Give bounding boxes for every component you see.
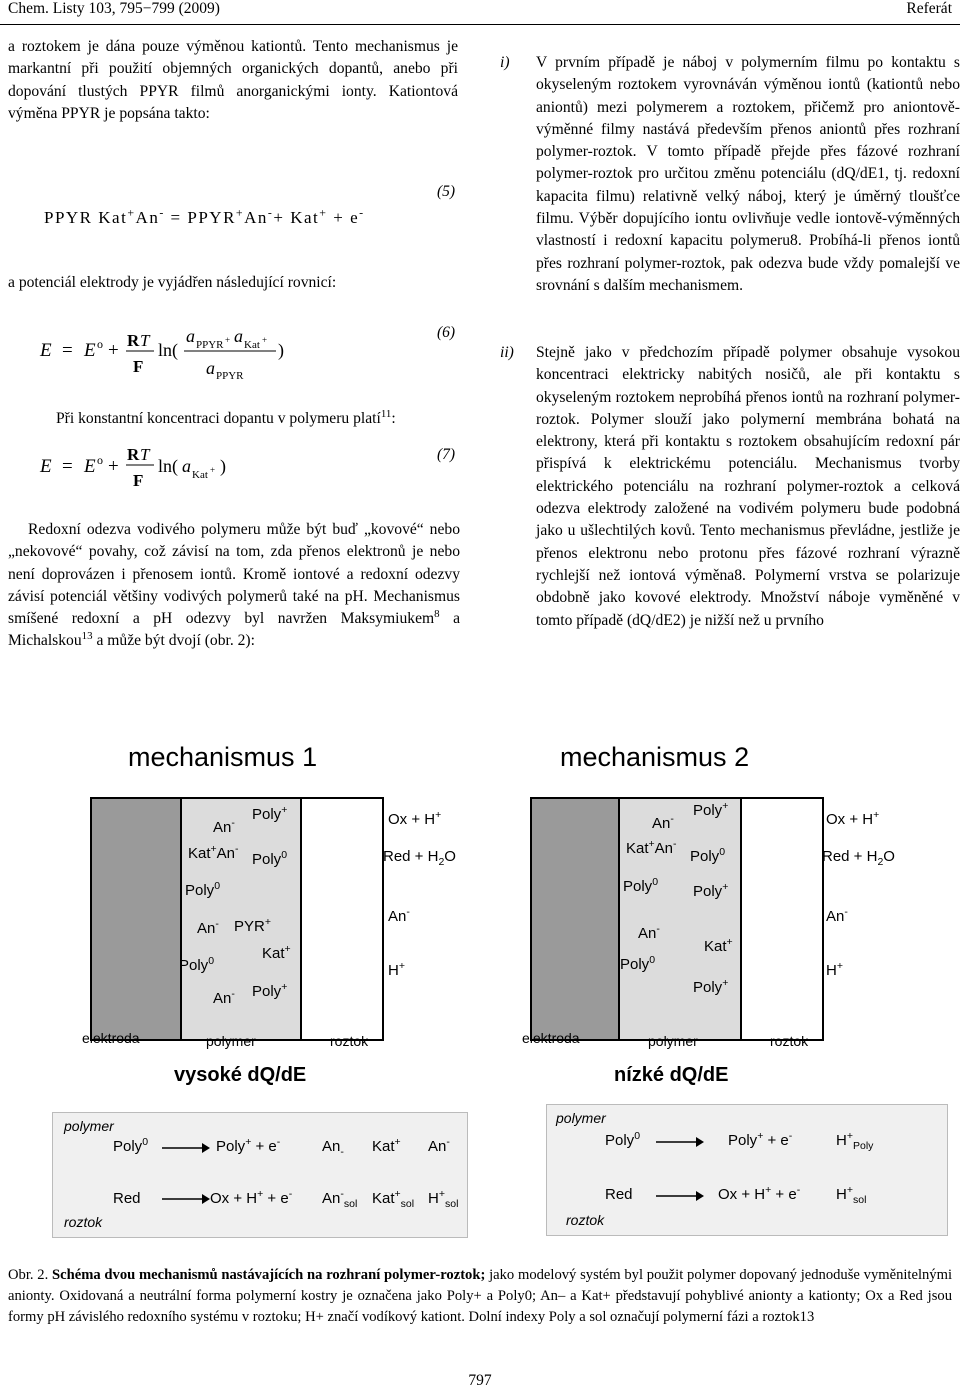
- list-text-i: V prvním případě je náboj v polymerním filmu po kontaktu s okyseleným roztokem vyrovnáván výměnou iontů (kationtů nebo aniontů) mezi polymerem a roztokem, přičemž pro aniontově-výměnné filmy nastává především přenos aniontů přes rozhraní polymer-roztok. V tomto případě přejde přes fázové rozhraní polymer-roztok pro určitou změnu potenciálu (dQ/dE1, tj. redoxní kapacita filmu) relativně velký náboj, který je úměrný tloušťce filmu. Výběr dopujícího iontu ovlivňuje vedle iontově-výměnných vlastností i redoxní kapacitu polymeru8. Probíhá-li přenos iontů přes rozhraní polymer-roztok, pak odezva bude vždy pomalejší ve srovnání s dalším mechanismem.: [536, 54, 960, 294]
- svg-text:F: F: [133, 357, 144, 376]
- equation-7-number: (7): [437, 446, 456, 463]
- ll-arrow-1: [160, 1141, 210, 1155]
- svg-text:+: +: [262, 335, 268, 345]
- svg-text:+: +: [225, 335, 231, 345]
- m1-h-sol: H+: [388, 960, 405, 979]
- constant-text: Při konstantní koncentraci dopantu v polymeru platí: [56, 410, 381, 427]
- lr-h-poly: $H^+_{Poly}$: [836, 1130, 874, 1152]
- running-header: [8, 0, 952, 22]
- svg-text:T: T: [140, 331, 150, 350]
- m2-poly-plus-1: Poly+: [693, 800, 729, 819]
- svg-text:a: a: [206, 358, 215, 378]
- svg-text:R: R: [127, 331, 140, 350]
- journal-citation: Chem. Listy 103, 795−799 (2009): [8, 0, 220, 17]
- lr-h-sol: $H^+_{sol}$: [836, 1184, 867, 1206]
- m2-poly-plus-2: Poly+: [693, 881, 729, 900]
- lower-right-panel: [546, 1104, 948, 1236]
- ll-arrow-2: [160, 1192, 210, 1206]
- paragraph-redox: [8, 519, 460, 653]
- m2-solution-box: [740, 797, 824, 1041]
- paragraph-intro: a roztokem je dána pouze výměnou kationtů. Tento mechanismus je markantní při použití objemných organických dopantů, anebo při dopování tlustých PPYR filmů anorganickými ionty. Kationtová výměna PPYR je popsána takto:: [8, 38, 458, 122]
- m2-poly0-3: Poly$^0$: [620, 954, 656, 973]
- svg-text:=: =: [62, 340, 73, 361]
- redox-text-b: a Michalskou: [8, 610, 461, 650]
- m1-electrode-box: [90, 797, 182, 1041]
- m2-kat-2: Kat+: [704, 936, 733, 955]
- m2-an-2: An-: [638, 923, 660, 942]
- m1-solution-box: [300, 797, 384, 1041]
- svg-text:+: +: [108, 456, 119, 477]
- svg-text:ln(: ln(: [158, 340, 178, 360]
- ll-an-sol: $An^-_{sol}$: [322, 1188, 358, 1210]
- redox-text: Redoxní odezva vodivého polymeru může být buď „kovové“ nebo „nekovové“ povahy, což závisí na tom, zda přenos elektronů je nebo není doprovázen i přenosem iontů. Kromě iontové a redoxní odezvy závisí potenciál většiny vodivých polymerů také na pH. Mechanismus smíšené redoxní a pH odezvy byl navržen Maksymiukem: [8, 521, 460, 628]
- lr-roztok-label: roztok: [566, 1212, 605, 1228]
- ll-h-sol: $H^+_{sol}$: [428, 1188, 459, 1210]
- left-column-intro: [8, 36, 458, 125]
- svg-text:a: a: [182, 456, 191, 476]
- m1-kat-2: Kat+: [262, 943, 291, 962]
- m2-bottom-label: nízké dQ/dE: [614, 1064, 729, 1086]
- svg-text:=: =: [62, 456, 73, 477]
- lr-poly-plus: Poly+ + e-: [728, 1130, 793, 1149]
- m1-an-3: An-: [213, 988, 235, 1007]
- m2-poly0-1: Poly$^0$: [690, 846, 726, 865]
- ll-poly-plus: Poly+ + e-: [216, 1136, 281, 1155]
- lr-arrow-2: [654, 1189, 704, 1203]
- lr-ox: Ox + H+ + e-: [718, 1184, 801, 1203]
- svg-text:): ): [278, 340, 284, 360]
- svg-text:+: +: [210, 465, 216, 475]
- mechanism-1-title: mechanismus 1: [128, 742, 318, 772]
- svg-text:a: a: [234, 326, 243, 346]
- lr-polymer-label: polymer: [556, 1110, 606, 1126]
- lr-arrow-1: [654, 1135, 704, 1149]
- m1-poly0-1: Poly$^0$: [252, 849, 288, 868]
- m2-label-solution: roztok: [770, 1033, 809, 1049]
- potential-text: a potenciál elektrody je vyjádřen následující rovnicí:: [8, 274, 337, 291]
- m2-poly-plus-3: Poly+: [693, 977, 729, 996]
- redox-text-c: a může být dvojí (obr. 2):: [92, 632, 255, 650]
- m1-kat-an: Kat+An-: [188, 843, 239, 862]
- ll-ox: Ox + H+ + e-: [210, 1188, 293, 1207]
- svg-text:E: E: [40, 340, 52, 361]
- svg-text:E: E: [84, 456, 96, 477]
- equation-5-number: (5): [437, 183, 456, 200]
- ll-kat: Kat+: [372, 1136, 401, 1155]
- svg-text:Kat: Kat: [244, 339, 260, 351]
- ll-red: Red: [113, 1190, 141, 1207]
- svg-text:ln(: ln(: [158, 456, 178, 476]
- m2-polymer-box: [618, 797, 744, 1041]
- m1-an-sol: An-: [388, 906, 410, 925]
- m2-an-sol: An-: [826, 906, 848, 925]
- equation-5: PPYR Kat+An- = PPYR+An-+ Kat+ + e-: [44, 205, 365, 227]
- m2-ox: Ox + H+: [826, 809, 880, 828]
- list-label-i: i): [500, 54, 510, 71]
- list-label-ii: ii): [500, 344, 514, 361]
- m1-an-2: An-: [197, 918, 219, 937]
- svg-text:PPYR: PPYR: [216, 370, 244, 382]
- m1-pyr-plus: PYR+: [234, 916, 271, 935]
- m2-electrode-box: [530, 797, 622, 1041]
- svg-text:+: +: [108, 340, 119, 361]
- m2-label-polymer: polymer: [648, 1033, 698, 1049]
- ll-roztok-label: roztok: [64, 1214, 103, 1230]
- caption-text: jako modelový systém byl použit polymer dopovaný jednoduše vyměnitelnými anionty. Oxidovaná a neutrální forma polymerní kostry je označena jako Poly+ a Poly0; An– a Kat+ představují pohyblivé anionty a kationty; Ox a Red jsou formy pH závislého redoxního systému v roztoku; H+ značí vodíkový kationt. Dolní indexy Poly a sol označují polymerní fázi a roztok13: [8, 1267, 953, 1325]
- ref-13: 13: [81, 630, 93, 643]
- ref-8: 8: [434, 608, 440, 620]
- header-rule: [0, 24, 960, 25]
- svg-text:o: o: [97, 337, 103, 351]
- ref-11: 11: [380, 407, 392, 420]
- m2-an-1: An-: [652, 813, 674, 832]
- mechanism-2-title: mechanismus 2: [560, 742, 750, 772]
- paragraph-constant: Při konstantní koncentraci dopantu v polymeru platí$^{11}$:: [56, 407, 396, 427]
- ll-an-2: An-: [428, 1136, 450, 1155]
- m1-label-solution: roztok: [330, 1033, 369, 1049]
- list-text-ii: Stejně jako v předchozím případě polymer obsahuje vysokou koncentraci elektricky nabitých nosičů, ale při kontaktu s okyseleným roztokem neprobíhá přenos iontů na rozhraní polymer-roztok. Polymer slouží jako polymerní membrána bohatá na elektrony, která při kontaktu s roztokem obsahujícím redoxní pár přispívá k elektrickému potenciálu. Mechanismus tvorby elektrického potenciálu na rozhraní polymer-roztok a celková odezva elektrody založené na vodivém polymeru bude podobná jako u ušlechtilých kovů. Tento mechanismus převládne, jestliže je přenos elektronu nebo protonu přes fázové rozhraní výrazně rychlejší než iontová výměna8. Polymerní vrstva se polarizuje obdobně jako kovové elektrody. Množství náboje vyměněné v tomto případě (dQ/dE2) je nižší než u prvního: [536, 344, 960, 629]
- svg-text:a: a: [186, 326, 195, 346]
- ll-poly0: Poly$^0$: [113, 1136, 149, 1155]
- m1-bottom-label: vysoké dQ/dE: [174, 1064, 307, 1086]
- svg-text:o: o: [97, 453, 103, 467]
- right-column: [500, 52, 960, 672]
- m2-label-electrode: elektroda: [522, 1030, 580, 1046]
- m1-an-1: An-: [213, 817, 235, 836]
- m1-ox: Ox + H+: [388, 809, 442, 828]
- lr-poly0: Poly$^0$: [605, 1130, 641, 1149]
- svg-text:T: T: [140, 445, 150, 464]
- m2-kat-an: Kat+An-: [626, 838, 677, 857]
- m2-poly0-2: Poly$^0$: [623, 876, 659, 895]
- m2-h-sol: H+: [826, 960, 843, 979]
- m1-poly0-3: Poly$^0$: [179, 955, 215, 974]
- m1-label-electrode: elektroda: [82, 1030, 140, 1046]
- svg-text:): ): [220, 456, 226, 476]
- svg-text:R: R: [127, 445, 140, 464]
- m1-poly0-2: Poly$^0$: [185, 880, 221, 899]
- figure-caption: [8, 1265, 952, 1328]
- m1-poly-plus-2: Poly+: [252, 981, 288, 1000]
- section-label: Referát: [906, 0, 952, 17]
- paragraph-potential: [8, 272, 458, 294]
- lower-left-panel: [52, 1112, 468, 1238]
- caption-label: Obr. 2.: [8, 1267, 49, 1283]
- ll-an: $An_-$: [322, 1138, 344, 1158]
- svg-text:E: E: [40, 456, 52, 477]
- ll-polymer-label: polymer: [64, 1118, 114, 1134]
- equation-6-number: (6): [437, 324, 456, 341]
- m1-label-polymer: polymer: [206, 1033, 256, 1049]
- svg-text:PPYR: PPYR: [196, 339, 224, 351]
- svg-text:Kat: Kat: [192, 469, 208, 481]
- svg-text:F: F: [133, 471, 144, 490]
- equation-7: [36, 440, 256, 496]
- ll-kat-sol: Kat+$_{sol}$: [372, 1188, 415, 1210]
- page-number: 797: [468, 1372, 492, 1389]
- m1-poly-plus-1: Poly+: [252, 804, 288, 823]
- equation-6: [36, 322, 336, 384]
- svg-text:E: E: [84, 340, 96, 361]
- caption-bold: Schéma dvou mechanismů nastávajících na rozhraní polymer-roztok;: [52, 1267, 486, 1283]
- m2-red: Red + $H_2O$: [822, 848, 895, 868]
- m1-red: Red + $H_2O$: [383, 848, 456, 868]
- lr-red: Red: [605, 1186, 633, 1203]
